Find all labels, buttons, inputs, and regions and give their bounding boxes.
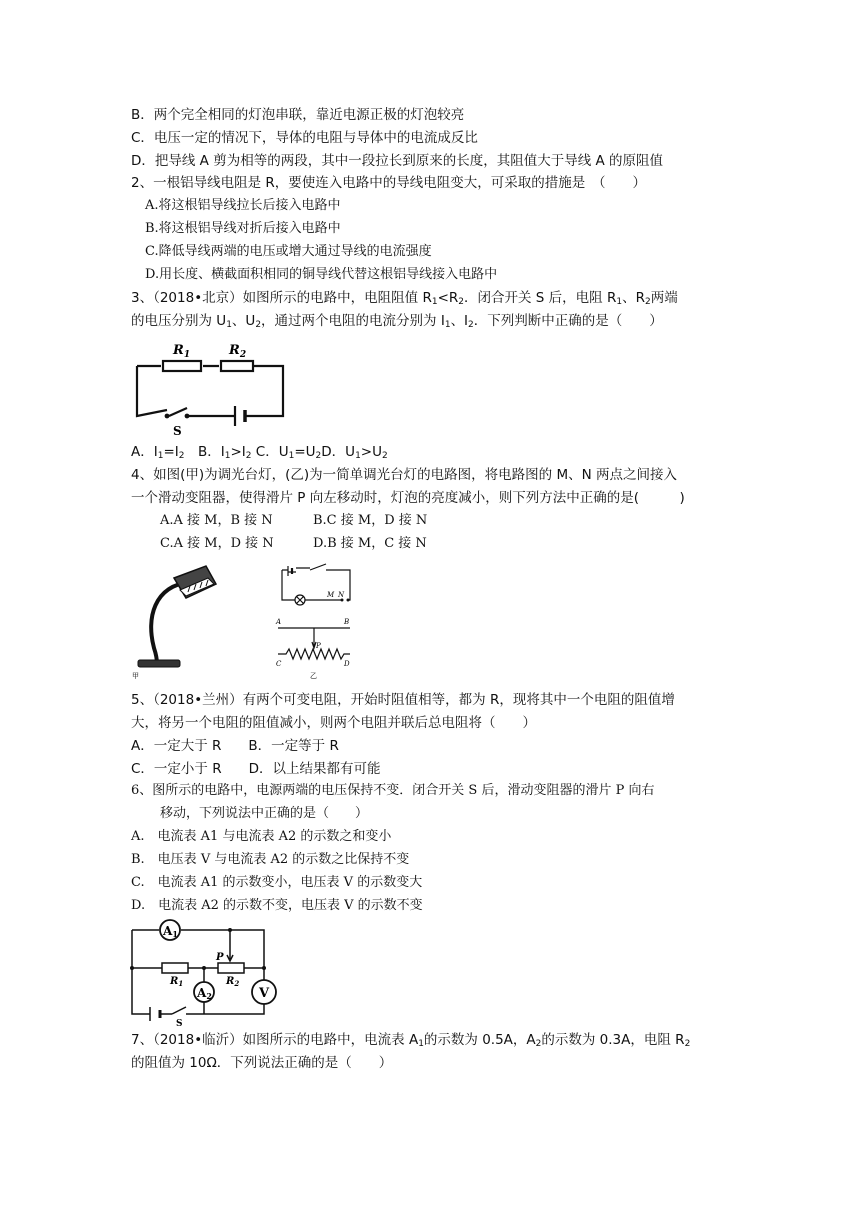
q6-fig-ammeter-a1: A1 [163, 924, 178, 939]
q4-fig-n-label: N [338, 591, 345, 599]
q6-stem-line2: 移动，下列说法中正确的是（ ） [160, 806, 369, 821]
q5-stem-line1: 5、（2018•兰州）有两个可变电阻，开始时阻值相等，都为 R，现将其中一个电阻的阻值增 [131, 692, 675, 708]
q4-option-d: D.B 接 M，C 接 N [313, 536, 427, 551]
q7-stem-line2: 的阻值为 10Ω．下列说法正确的是（ ） [131, 1055, 393, 1071]
q4-option-c: C.A 接 M，D 接 N [160, 536, 274, 551]
q6-fig-voltmeter-v: V [259, 986, 270, 1001]
q1-option-b: B．两个完全相同的灯泡串联，靠近电源正极的灯泡较亮 [131, 107, 465, 123]
q2-option-d: D.用长度、横截面积相同的铜导线代替这根铝导线接入电路中 [145, 267, 498, 282]
q6-fig-ammeter-a2: A2 [197, 986, 212, 1001]
q5-options-ab: A．一定大于 R B．一定等于 R [131, 738, 339, 754]
q6-fig-r2-label: $R_2$ [226, 976, 240, 988]
q4-stem-line1: 4、如图(甲)为调光台灯，(乙)为一简单调光台灯的电路图，将电路图的 M、N 两点之间接入 [131, 467, 677, 483]
q3-stem-line2: 的电压分别为 $U_1$、$U_2$，通过两个电阻的电流分别为 $I_1$、$I_2$．下列判断中正确的是（ ） [131, 313, 663, 330]
q3-fig-r2-label: $R_2$ [229, 343, 247, 360]
q3-fig-r1-label: $R_1$ [173, 343, 191, 360]
q4-circuit-figure [274, 560, 364, 680]
q2-stem: 2、一根铝导线电阻是 R，要使连入电路中的导线电阻变大，可采取的措施是 （ ） [131, 175, 647, 191]
q2-option-b: B.将这根铝导线对折后接入电路中 [145, 221, 341, 236]
q6-fig-r1-label: $R_1$ [170, 976, 184, 988]
q3-circuit-figure [133, 338, 293, 438]
q4-option-b: B.C 接 M，D 接 N [313, 513, 428, 528]
q4-option-a: A.A 接 M，B 接 N [160, 513, 273, 528]
q4-fig-p-label: P [316, 642, 321, 650]
q4-fig-b-label: B [344, 618, 350, 626]
q4-fig-d-label: D [344, 660, 350, 668]
q6-stem-line1: 6、图所示的电路中，电源两端的电压保持不变．闭合开关 S 后，滑动变阻器的滑片 P 向右 [131, 783, 655, 798]
q3-stem-line1: 3、（2018•北京）如图所示的电路中，电阻阻值 $R_1<R_2$．闭合开关 S 后，电阻 $R_1$、$R_2$两端 [131, 290, 678, 307]
q6-option-d: D. 电流表 A2 的示数不变，电压表 V 的示数不变 [131, 898, 423, 913]
q5-stem-line2: 大，将另一个电阻的阻值减小，则两个电阻并联后总电阻将（ ） [131, 715, 536, 731]
q6-fig-switch-label: S [176, 1019, 183, 1029]
q4-fig-m-label: M [327, 591, 335, 599]
q4-fig-yi-label: 乙 [310, 672, 317, 680]
q3-options: A．$I_1=I_2$ B．$I_1>I_2$ C．$U_1=U_2D$．$U_1>U_2$ [131, 444, 388, 461]
q4-fig-c-label: C [276, 660, 282, 668]
q6-option-c: C. 电流表 A1 的示数变小，电压表 V 的示数变大 [131, 875, 423, 890]
q1-option-d: D．把导线 A 剪为相等的两段，其中一段拉长到原来的长度，其阻值大于导线 A 的原阻值 [131, 153, 664, 169]
q6-fig-p-label: P [216, 952, 224, 963]
q6-option-a: A. 电流表 A1 与电流表 A2 的示数之和变小 [131, 829, 392, 844]
q6-option-b: B. 电压表 V 与电流表 A2 的示数之比保持不变 [131, 852, 410, 867]
q4-fig-jia-label: 甲 [132, 672, 139, 680]
q4-desk-lamp-figure [130, 560, 230, 680]
q2-option-c: C.降低导线两端的电压或增大通过导线的电流强度 [145, 244, 432, 259]
q6-circuit-figure [130, 916, 280, 1029]
q3-fig-switch-label: S [173, 424, 182, 438]
q4-fig-a-label: A [276, 618, 282, 626]
q1-option-c: C．电压一定的情况下，导体的电阻与导体中的电流成反比 [131, 130, 478, 146]
q4-stem-line2: 一个滑动变阻器，使得滑片 P 向左移动时，灯泡的亮度减小，则下列方法中正确的是( ) [131, 490, 685, 506]
q2-option-a: A.将这根铝导线拉长后接入电路中 [145, 198, 341, 213]
q5-options-cd: C．一定小于 R D．以上结果都有可能 [131, 761, 381, 777]
q7-stem-line1: 7、（2018•临沂）如图所示的电路中，电流表 $A_1$的示数为 0.5A，$A_2$的示数为 0.3A，电阻 $R_2$ [131, 1032, 691, 1049]
